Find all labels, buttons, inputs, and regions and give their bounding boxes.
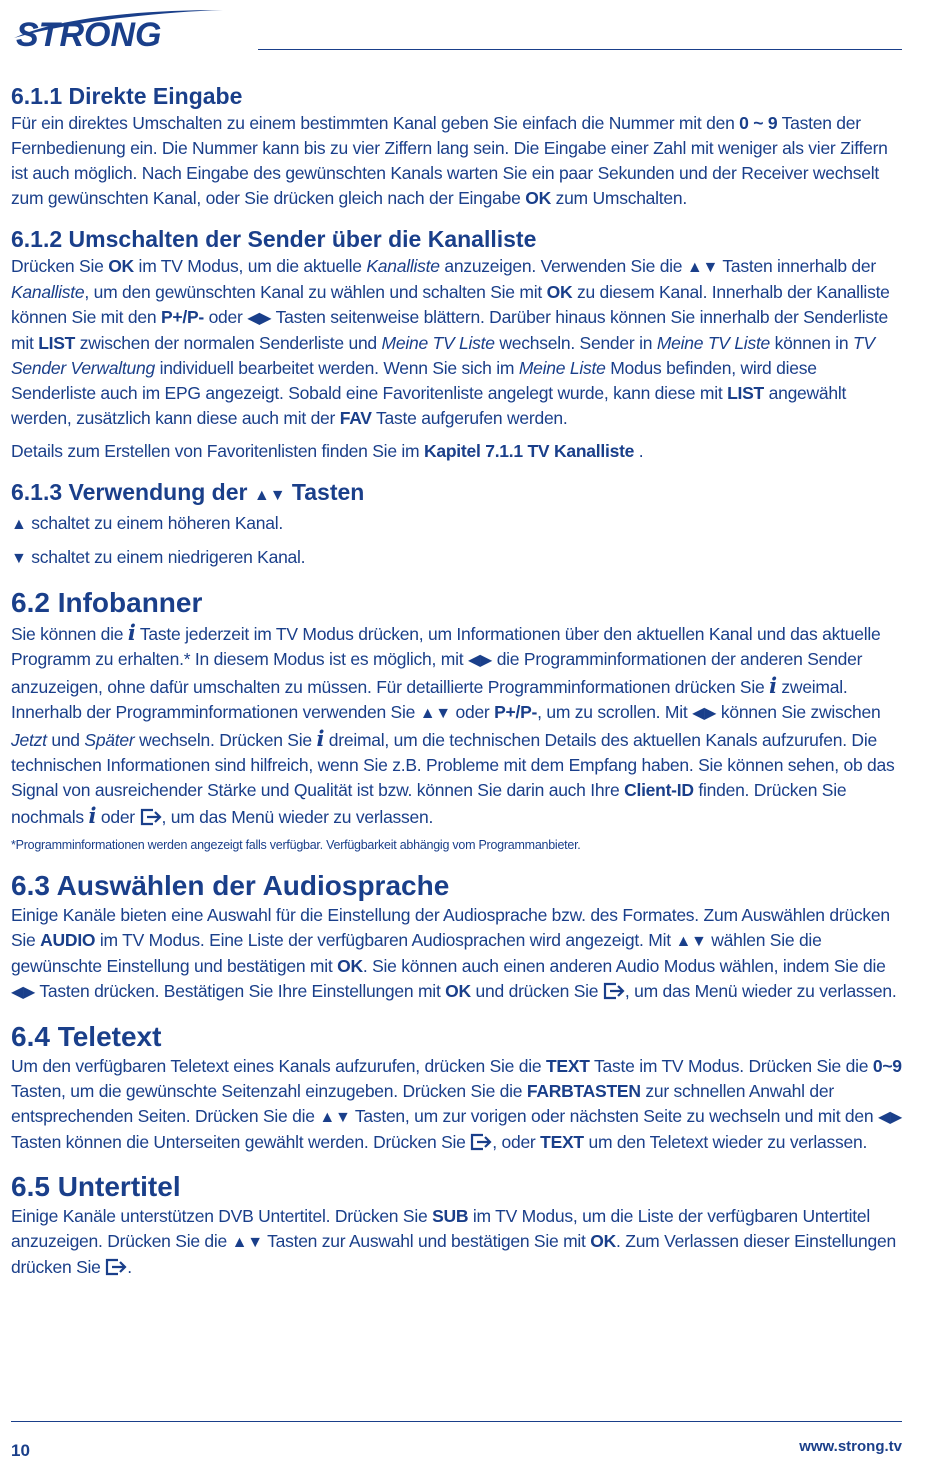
exit-arrow-icon (603, 982, 625, 1000)
heading-6-4: 6.4 Teletext (11, 1021, 162, 1052)
page-content (11, 82, 906, 1280)
paragraph-6-3: Einige Kanäle bieten eine Auswahl für die Einstellung der Audiosprache bzw. des Formates. Zum Auswählen drücken Sie AUDIO im TV Modus. Eine Liste der verfügbaren Audiosprachen wird angezeigt. Mit ▲▼ wählen Sie die gewünschte Einstellung und bestätigen mit OK. Sie können auch einen anderen Audio Modus wählen, indem Sie die ◀▶ Tasten drücken. Bestätigen Sie Ihre Einstellungen mit OK und drücken Sie , um das Menü wieder zu verlassen. (11, 905, 897, 1001)
paragraph-6-4: Um den verfügbaren Teletext eines Kanals aufzurufen, drücken Sie die TEXT Taste im TV Modus. Drücken Sie die 0~9 Tasten, um die gewünschte Seitenzahl einzugeben. Drücken Sie die FARBTASTEN zur schnellen Anwahl der entsprechenden Seiten. Drücken Sie die ▲▼ Tasten, um zur vorigen oder nächsten Seite zu wechseln und mit den ◀▶ Tasten können die Unterseiten gewählt werden. Drücken Sie , oder TEXT um den Teletext wieder zu verlassen. (11, 1056, 903, 1152)
paragraph-6-1-2: Drücken Sie OK im TV Modus, um die aktuelle Kanalliste anzuzeigen. Verwenden Sie die ▲▼ Tasten innerhalb der Kanalliste, um den gewünschten Kanal zu wählen und schalten Sie mit OK zu diesem Kanal. Innerhalb der Kanalliste können Sie mit den P+/P- oder ◀▶ Tasten seitenweise blättern. Darüber hinaus können Sie innerhalb der Senderliste mit LIST zwischen der normalen Senderliste und Meine TV Liste wechseln. Sender in Meine TV Liste können in TV Sender Verwaltung individuell bearbeitet werden. Wenn Sie sich im Meine Liste Modus befinden, wird diese Senderliste auch im EPG angezeigt. Sobald eine Favoritenliste angelegt wurde, kann diese mit LIST angewählt werden, zusätzlich kann diese auch mit der FAV Taste aufgerufen werden. (11, 256, 890, 428)
left-right-icon: ◀▶ (247, 310, 272, 327)
up-down-icon: ▲▼ (231, 1234, 263, 1251)
exit-arrow-icon (140, 808, 162, 826)
heading-6-3: 6.3 Auswählen der Audiosprache (11, 870, 450, 901)
left-right-icon: ◀▶ (692, 705, 717, 722)
heading-6-2: 6.2 Infobanner (11, 587, 203, 618)
heading-6-1-3: 6.1.3 Verwendung der ▲▼ Tasten (11, 479, 365, 505)
page-number: 10 (11, 1441, 30, 1460)
paragraph-6-1-2-details: Details zum Erstellen von Favoritenlisten finden Sie im Kapitel 7.1.1 TV Kanalliste . (11, 441, 644, 461)
footnote: *Programminformationen werden angezeigt falls verfügbar. Verfügbarkeit abhängig vom Programmanbieter. (11, 838, 581, 852)
up-down-icon: ▲▼ (686, 259, 719, 276)
paragraph-6-2: Sie können die i Taste jederzeit im TV Modus drücken, um Informationen über den aktuellen Kanal und das aktuelle Programm zu erhalten.* In diesem Modus ist es möglich, mit ◀▶ die Programminformationen der anderen Sender anzuzeigen, ohne dafür umschalten zu müssen. Für detaillierte Programminformationen drücken Sie i zweimal. Innerhalb der Programminformationen verwenden Sie ▲▼ oder P+/P-, um zu scrollen. Mit ◀▶ können Sie zwischen Jetzt und Später wechseln. Drücken Sie i dreimal, um die technischen Details des aktuellen Kanals aufzurufen. Die technischen Informationen sind hilfreich, wenn Sie z.B. Probleme mit dem Empfang haben. Sie können sehen, ob das Signal von ausreichender Stärke und Qualität ist bzw. können Sie darin auch Ihre Client-ID finden. Drücken Sie nochmals i oder , um das Menü wieder zu verlassen. (11, 620, 895, 828)
website-url: www.strong.tv (799, 1438, 902, 1455)
paragraph-6-5: Einige Kanäle unterstützen DVB Untertitel. Drücken Sie SUB im TV Modus, um die Liste der verfügbaren Untertitel anzuzeigen. Drücken Sie die ▲▼ Tasten zur Auswahl und bestätigen Sie mit OK. Zum Verlassen dieser Einstellungen drücken Sie . (11, 1206, 896, 1277)
info-i-icon: i (88, 803, 97, 828)
header-rule (258, 49, 902, 50)
footer-rule (11, 1421, 902, 1422)
up-down-icon: ▲▼ (319, 1109, 351, 1126)
line-down: ▼ schaltet zu einem niedrigeren Kanal. (11, 547, 306, 567)
up-icon: ▲ (11, 516, 27, 533)
exit-arrow-icon (470, 1133, 492, 1151)
heading-6-1-2: 6.1.2 Umschalten der Sender über die Kanalliste (11, 226, 537, 252)
strong-logo (8, 4, 228, 52)
up-down-icon: ▲▼ (253, 487, 286, 504)
left-right-icon: ◀▶ (467, 652, 493, 669)
info-i-icon: i (316, 726, 325, 751)
up-down-icon: ▲▼ (675, 933, 707, 950)
heading-6-1-1: 6.1.1 Direkte Eingabe (11, 83, 243, 109)
left-right-icon: ◀▶ (877, 1109, 903, 1126)
brand-text: STRONG (16, 16, 162, 52)
up-down-icon: ▲▼ (419, 705, 451, 722)
paragraph-6-1-1: Für ein direktes Umschalten zu einem bestimmten Kanal geben Sie einfach die Nummer mit den 0 ~ 9 Tasten der Fernbedienung ein. Die Nummer kann bis zu vier Ziffern lang sein. Die Eingabe einer Zahl mit weniger als vier Ziffern ist auch möglich. Nach Eingabe des gewünschten Kanals warten Sie ein paar Sekunden und der Receiver wechselt zum gewünschten Kanal, oder Sie drücken gleich nach der Eingabe OK zum Umschalten. (11, 113, 888, 208)
info-i-icon: i (769, 673, 777, 698)
left-right-icon: ◀▶ (11, 984, 36, 1001)
page-header (0, 0, 950, 60)
info-i-icon: i (127, 620, 136, 645)
heading-6-5: 6.5 Untertitel (11, 1171, 181, 1202)
line-up: ▲ schaltet zu einem höheren Kanal. (11, 513, 283, 533)
exit-arrow-icon (105, 1258, 127, 1276)
down-icon: ▼ (11, 550, 27, 567)
